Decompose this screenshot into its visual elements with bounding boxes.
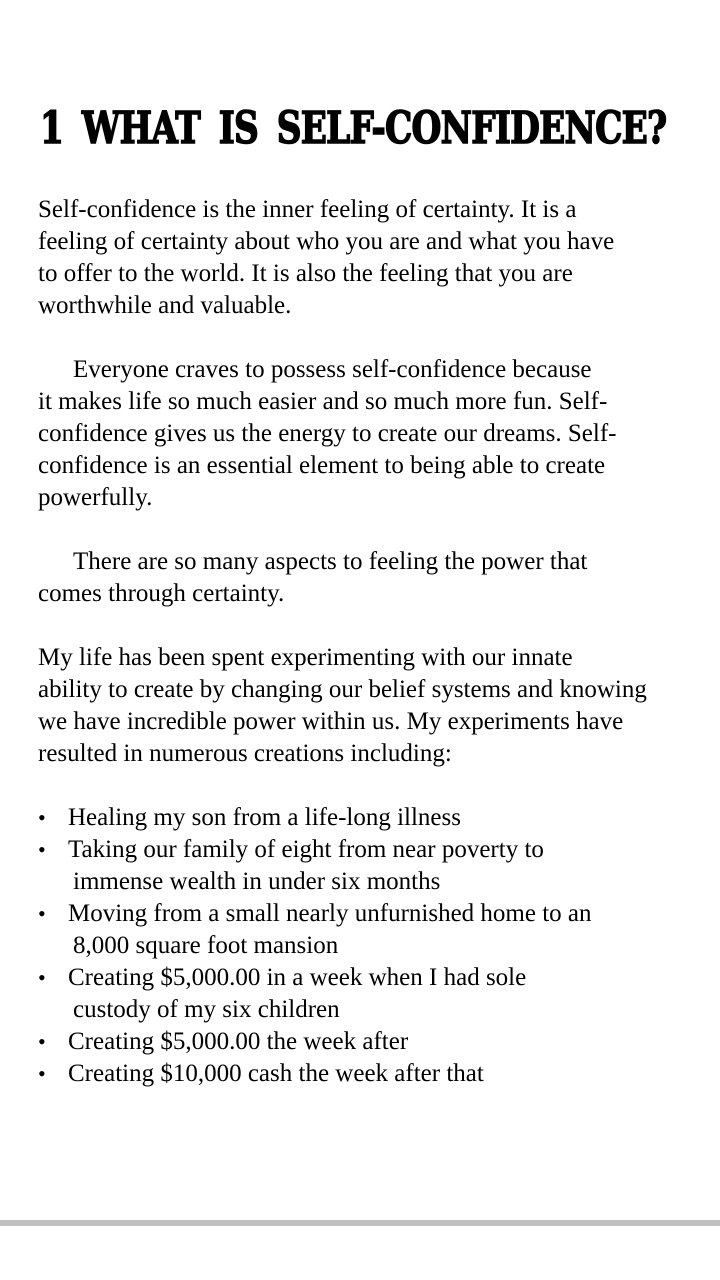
- text-line: we have incredible power within us. My experiments have: [38, 708, 624, 735]
- text-line: worthwhile and valuable.: [38, 292, 292, 319]
- text-line: Healing my son from a life-long illness: [68, 804, 461, 831]
- text-line: confidence gives us the energy to create our dreams. Self-: [38, 420, 617, 447]
- paragraph-my-life: [38, 642, 718, 770]
- paragraph-everyone-craves: [38, 354, 718, 514]
- list-item: [38, 898, 718, 962]
- text-line: Moving from a small nearly unfurnished home to an: [68, 900, 592, 927]
- text-line: custody of my six children: [73, 996, 340, 1023]
- bullet-icon: •: [38, 901, 46, 926]
- list-item: [38, 1058, 718, 1090]
- bullet-icon: •: [38, 1061, 46, 1086]
- creations-list: [38, 802, 718, 1090]
- text-line: Taking our family of eight from near poverty to: [68, 836, 544, 863]
- text-line: Everyone craves to possess self-confidence because: [73, 356, 592, 383]
- chapter-number: 1: [40, 103, 64, 155]
- text-line: it makes life so much easier and so much more fun. Self-: [38, 388, 608, 415]
- chapter-title-word: SELF-CONFIDENCE?: [276, 103, 667, 155]
- text-line: 8,000 square foot mansion: [73, 932, 339, 959]
- bullet-icon: •: [38, 965, 46, 990]
- text-line: Creating $10,000 cash the week after that: [68, 1060, 484, 1087]
- list-item: [38, 802, 718, 834]
- text-line: confidence is an essential element to being able to create: [38, 452, 606, 479]
- text-line: Creating $5,000.00 in a week when I had sole: [68, 964, 527, 991]
- list-item: [38, 834, 718, 898]
- chapter-heading: [40, 103, 666, 155]
- text-line: feeling of certainty about who you are and what you have: [38, 228, 615, 255]
- bullet-icon: •: [38, 805, 46, 830]
- text-line: to offer to the world. It is also the feeling that you are: [38, 260, 573, 287]
- chapter-title-word: IS: [218, 103, 259, 155]
- paragraph-aspects: [38, 546, 718, 610]
- text-line: Self-confidence is the inner feeling of certainty. It is a: [38, 196, 577, 223]
- chapter-title-word: WHAT: [81, 103, 200, 155]
- text-line: There are so many aspects to feeling the power that: [73, 548, 588, 575]
- text-line: comes through certainty.: [38, 580, 285, 607]
- text-line: ability to create by changing our belief systems and knowing: [38, 676, 647, 703]
- reading-progress-bar[interactable]: [0, 1220, 720, 1226]
- list-item: [38, 962, 718, 1026]
- text-line: immense wealth in under six months: [73, 868, 441, 895]
- bullet-icon: •: [38, 1029, 46, 1054]
- text-line: My life has been spent experimenting with our innate: [38, 644, 573, 671]
- text-line: Creating $5,000.00 the week after: [68, 1028, 409, 1055]
- list-item: [38, 1026, 718, 1058]
- text-line: resulted in numerous creations including:: [38, 740, 452, 767]
- chapter-body: [38, 194, 718, 1090]
- text-line: powerfully.: [38, 484, 153, 511]
- bullet-icon: •: [38, 837, 46, 862]
- paragraph-definition: [38, 194, 718, 322]
